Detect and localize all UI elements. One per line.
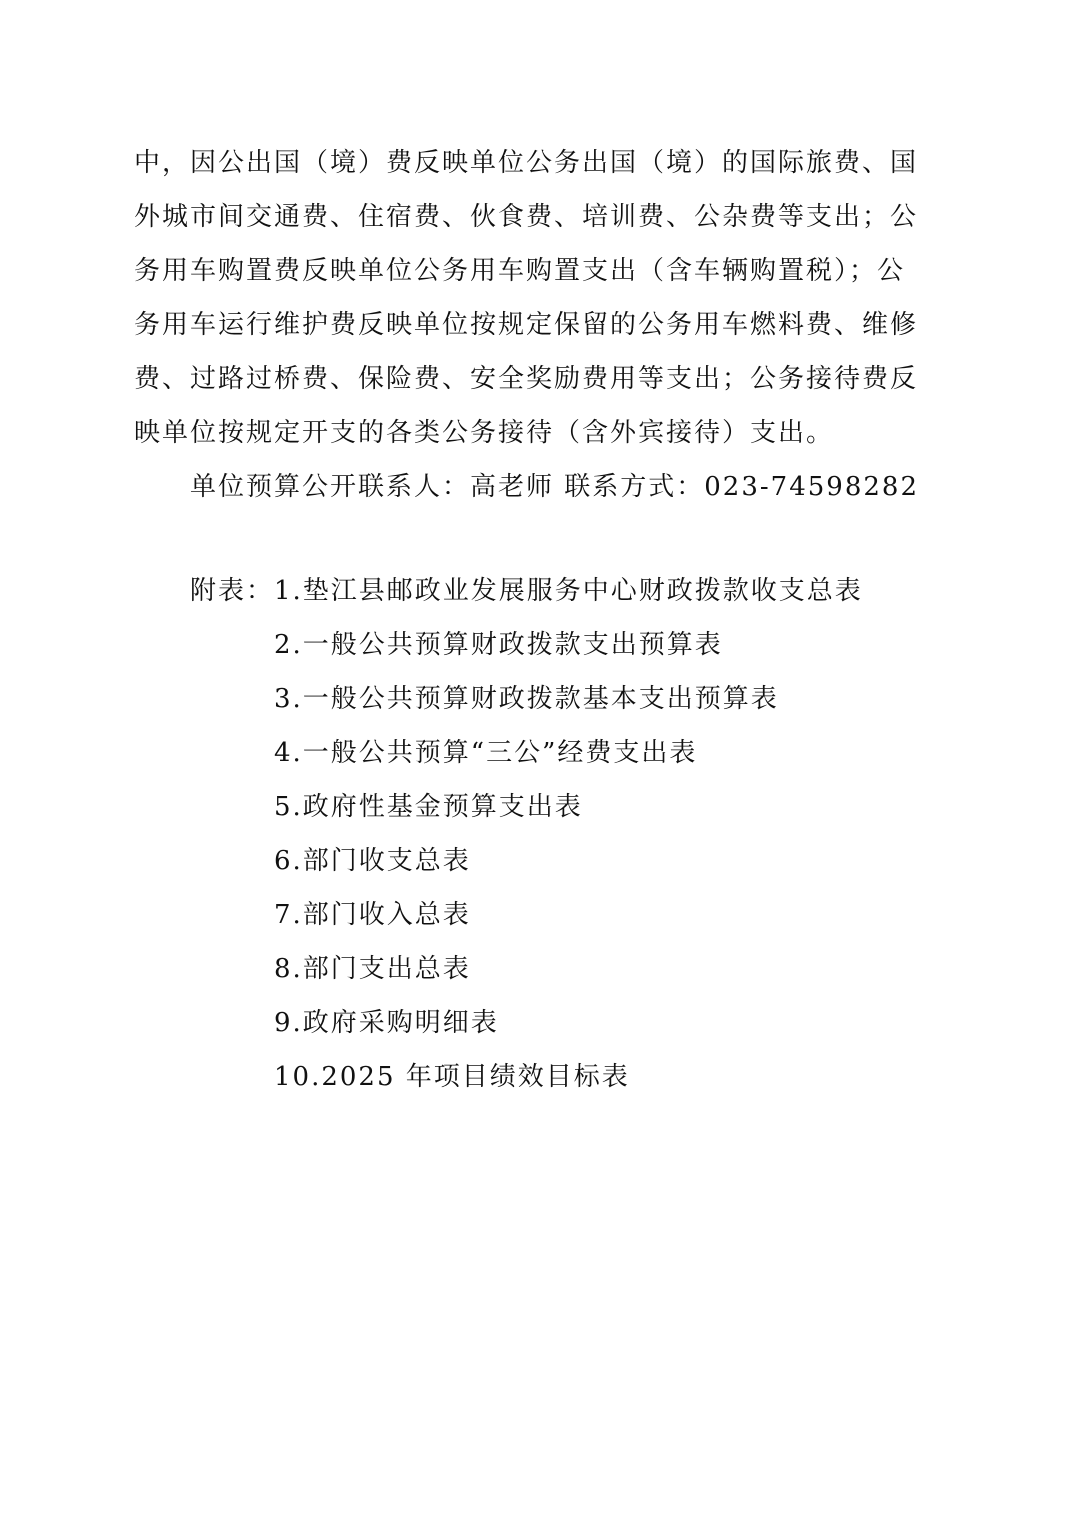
paragraph-line: 映单位按规定开支的各类公务接待（含外宾接待）支出。 [134,418,835,448]
attachment-item: 4.一般公共预算“三公”经费支出表 [274,738,698,768]
paragraph-line: 务用车运行维护费反映单位按规定保留的公务用车燃料费、维修 [134,310,919,340]
paragraph-line: 中，因公出国（境）费反映单位公务出国（境）的国际旅费、国 [134,148,919,178]
attachment-item: 3.一般公共预算财政拨款基本支出预算表 [274,684,779,714]
attachment-item: 10.2025 年项目绩效目标表 [274,1062,630,1092]
attachment-item: 7.部门收入总表 [274,900,471,930]
attachment-item: 5.政府性基金预算支出表 [274,792,583,822]
attachment-item: 6.部门收支总表 [274,846,471,876]
paragraph-line: 外城市间交通费、住宿费、伙食费、培训费、公杂费等支出；公 [134,202,919,232]
attachments-label: 附表： [190,576,275,606]
attachment-item: 2.一般公共预算财政拨款支出预算表 [274,630,723,660]
attachment-item: 8.部门支出总表 [274,954,471,984]
paragraph-line: 务用车购置费反映单位公务用车购置支出（含车辆购置税）；公 [134,256,906,286]
attachment-item: 9.政府采购明细表 [274,1008,499,1038]
paragraph-line: 费、过路过桥费、保险费、安全奖励费用等支出；公务接待费反 [134,364,919,394]
contact-line: 单位预算公开联系人：高老师 联系方式：023-74598282 [190,472,920,502]
attachment-item: 1.垫江县邮政业发展服务中心财政拨款收支总表 [274,576,863,606]
